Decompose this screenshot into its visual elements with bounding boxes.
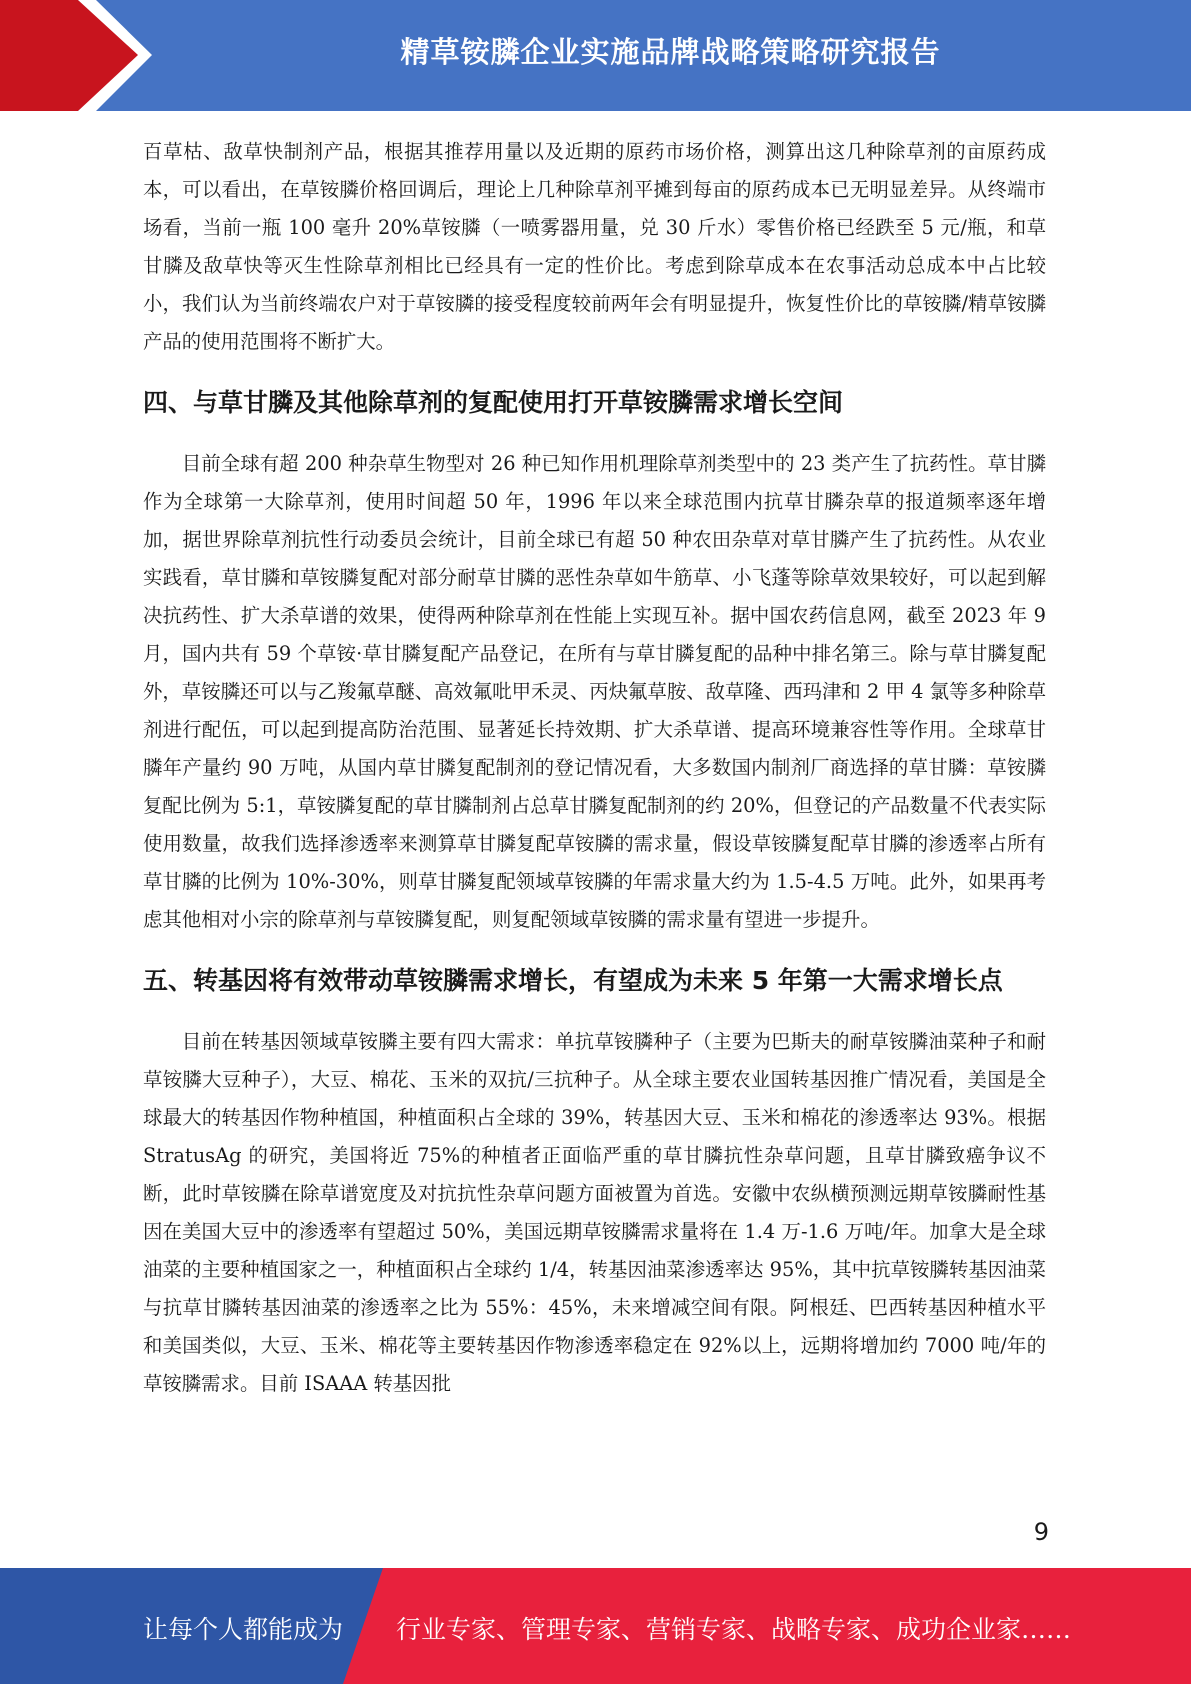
footer-slogan-left: 让每个人都能成为 bbox=[143, 1615, 344, 1644]
page-number: 9 bbox=[1033, 1518, 1049, 1546]
section-5-heading: 五、转基因将有效带动草铵膦需求增长，有望成为未来 5 年第一大需求增长点 bbox=[143, 966, 1003, 995]
page-footer bbox=[0, 1568, 1191, 1684]
section-4-paragraph: 目前全球有超 200 种杂草生物型对 26 种已知作用机理除草剂类型中的 23 类产生了抗药性。草甘膦作为全球第一大除草剂，使用时间超 50 年，1996 年以来全球范围内抗草甘膦杂草的报道频率逐年增加，据世界除草剂抗性行动委员会统计，目前全球已有超 50 种农田杂草对草甘膦产生了抗药性。从农业实践看，草甘膦和草铵膦复配对部分耐草甘膦的恶性杂草如牛筋草、小飞蓬等除草效果较好，可以起到解决抗药性、扩大杀草谱的效果，使得两种除草剂在性能上实现互补。据中国农药信息网，截至 2023 年 9 月，国内共有 59 个草铵·草甘膦复配产品登记，在所有与草甘膦复配的品种中排名第三。除与草甘膦复配外，草铵膦还可以与乙羧氟草醚、高效氟吡甲禾灵、丙炔氟草胺、敌草隆、西玛津和 2 甲 4 氯等多种除草剂进行配伍，可以起到提高防治范围、显著延长持效期、扩大杀草谱、提高环境兼容性等作用。全球草甘膦年产量约 90 万吨，从国内草甘膦复配制剂的登记情况看，大多数国内制剂厂商选择的草甘膦：草铵膦复配比例为 5:1，草铵膦复配的草甘膦制剂占总草甘膦复配制剂的约 20%，但登记的产品数量不代表实际使用数量，故我们选择渗透率来测算草甘膦复配草铵膦的需求量，假设草铵膦复配草甘膦的渗透率占所有草甘膦的比例为 10%-30%，则草甘膦复配领域草铵膦的年需求量大约为 1.5-4.5 万吨。此外，如果再考虑其他相对小宗的除草剂与草铵膦复配，则复配领域草铵膦的需求量有望进一步提升。 bbox=[143, 452, 1046, 931]
intro-paragraph: 百草枯、敌草快制剂产品，根据其推荐用量以及近期的原药市场价格，测算出这几种除草剂的亩原药成本，可以看出，在草铵膦价格回调后，理论上几种除草剂平摊到每亩的原药成本已无明显差异。从终端市场看，当前一瓶 100 毫升 20%草铵膦（一喷雾器用量，兑 30 斤水）零售价格已经跌至 5 元/瓶，和草甘膦及敌草快等灭生性除草剂相比已经具有一定的性价比。考虑到除草成本在农事活动总成本中占比较小，我们认为当前终端农户对于草铵膦的接受程度较前两年会有明显提升，恢复性价比的草铵膦/精草铵膦产品的使用范围将不断扩大。 bbox=[143, 140, 1046, 353]
footer-slogan-right: 行业专家、管理专家、营销专家、战略专家、成功企业家…… bbox=[396, 1615, 1072, 1644]
section-4-heading: 四、与草甘膦及其他除草剂的复配使用打开草铵膦需求增长空间 bbox=[143, 388, 844, 417]
section-5-paragraph: 目前在转基因领域草铵膦主要有四大需求：单抗草铵膦种子（主要为巴斯夫的耐草铵膦油菜种子和耐草铵膦大豆种子），大豆、棉花、玉米的双抗/三抗种子。从全球主要农业国转基因推广情况看，美国是全球最大的转基因作物种植国，种植面积占全球的 39%，转基因大豆、玉米和棉花的渗透率达 93%。根据 StratusAg 的研究，美国将近 75%的种植者正面临严重的草甘膦抗性杂草问题，且草甘膦致癌争议不断，此时草铵膦在除草谱宽度及对抗抗性杂草问题方面被置为首选。安徽中农纵横预测远期草铵膦耐性基因在美国大豆中的渗透率有望超过 50%，美国远期草铵膦需求量将在 1.4 万-1.6 万吨/年。加拿大是全球油菜的主要种植国家之一，种植面积占全球约 1/4，转基因油菜渗透率达 95%，其中抗草铵膦转基因油菜与抗草甘膦转基因油菜的渗透率之比为 55%：45%，未来增减空间有限。阿根廷、巴西转基因种植水平和美国类似，大豆、玉米、棉花等主要转基因作物渗透率稳定在 92%以上，远期将增加约 7000 吨/年的草铵膦需求。目前 ISAAA 转基因批 bbox=[143, 1030, 1046, 1395]
page-header bbox=[0, 0, 1191, 111]
report-title: 精草铵膦企业实施品牌战略策略研究报告 bbox=[400, 35, 941, 69]
page-content bbox=[143, 133, 1046, 1403]
